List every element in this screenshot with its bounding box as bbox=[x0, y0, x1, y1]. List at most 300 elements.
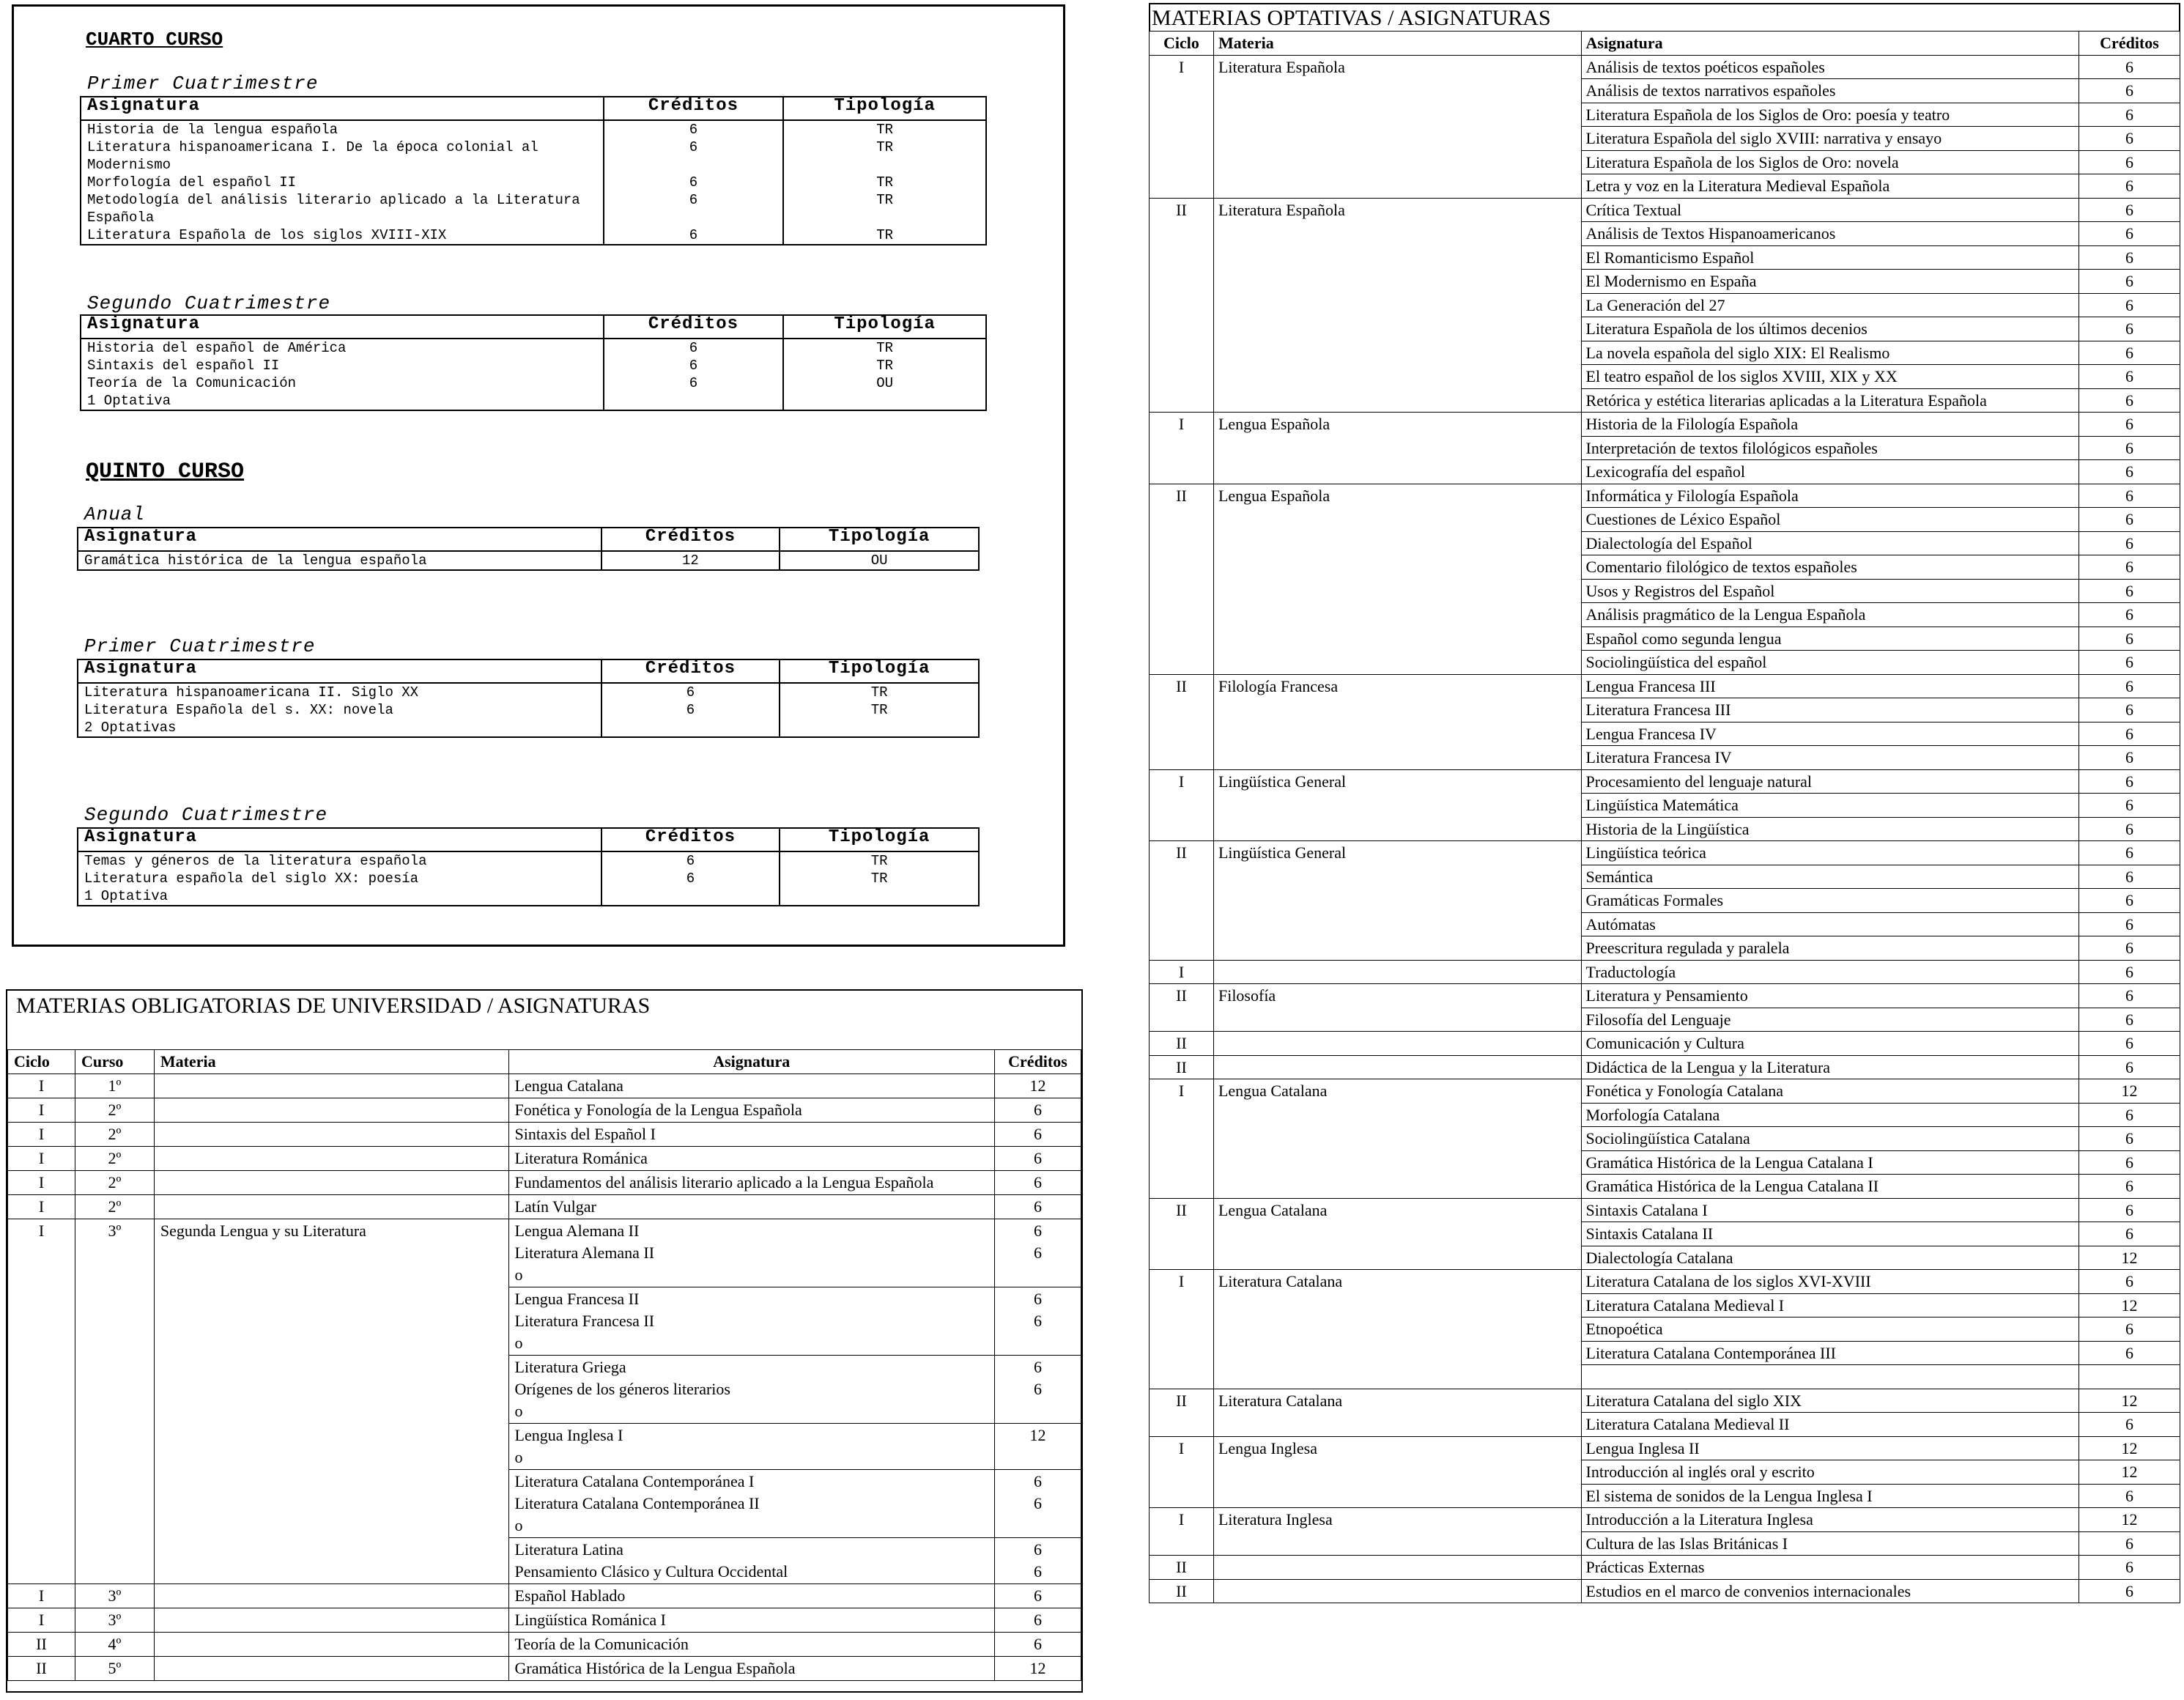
creditos-cell: 12 bbox=[2079, 1389, 2180, 1413]
curso-cell: 2º bbox=[75, 1195, 154, 1219]
creditos-cell bbox=[994, 1633, 1081, 1657]
creditos-cell bbox=[994, 1538, 1081, 1584]
tipologia-cell: TR bbox=[783, 226, 986, 245]
asignatura-cell: Informática y Filología Española bbox=[1581, 484, 2078, 508]
ciclo-cell: II bbox=[1150, 1556, 1214, 1580]
table-header-row bbox=[8, 1050, 1081, 1074]
asignatura-cell bbox=[508, 1608, 994, 1633]
asignatura-cell: El Romanticismo Español bbox=[1581, 245, 2078, 270]
ciclo-cell: II bbox=[8, 1657, 75, 1681]
materia-cell bbox=[154, 1195, 508, 1219]
table-row bbox=[1150, 413, 2180, 437]
obligatorias-table bbox=[7, 1049, 1081, 1681]
asignatura-cell: Cultura de las Islas Británicas I bbox=[1581, 1531, 2078, 1556]
asignatura-line: Lengua Catalana bbox=[514, 1076, 623, 1095]
creditos-cell: 12 bbox=[2079, 1079, 2180, 1104]
asignatura-cell: Preescritura regulada y paralela bbox=[1581, 936, 2078, 961]
asignatura-cell: Literatura Española de los siglos XVIII-XIX bbox=[81, 226, 604, 245]
creditos-cell: 6 bbox=[2079, 1055, 2180, 1079]
column-header: Asignatura bbox=[78, 828, 601, 851]
table-row bbox=[78, 719, 979, 737]
table-header-row bbox=[81, 315, 986, 339]
creditos-cell: 6 bbox=[2079, 722, 2180, 746]
asignatura-cell: Literatura Catalana de los siglos XVI-XVIII bbox=[1581, 1270, 2078, 1294]
table-row bbox=[78, 683, 979, 701]
table-row bbox=[1150, 1270, 2180, 1294]
asignatura-line: Lengua Alemana II bbox=[514, 1222, 640, 1240]
creditos-cell bbox=[994, 1123, 1081, 1147]
ciclo-cell: I bbox=[1150, 1508, 1214, 1556]
asignatura-cell: Procesamiento del lenguaje natural bbox=[1581, 769, 2078, 794]
creditos-cell: 6 bbox=[2079, 55, 2180, 79]
creditos-cell: 6 bbox=[2079, 388, 2180, 413]
column-header: Tipología bbox=[783, 97, 986, 120]
asignatura-cell: 2 Optativas bbox=[78, 719, 601, 737]
asignatura-cell bbox=[508, 1584, 994, 1608]
table-row bbox=[1150, 484, 2180, 508]
asignatura-line: Literatura Latina bbox=[514, 1540, 623, 1559]
creditos-value: 6 bbox=[1033, 1312, 1042, 1330]
table-row bbox=[78, 870, 979, 887]
creditos-cell: 6 bbox=[2079, 579, 2180, 603]
materia-cell: Literatura Española bbox=[1213, 198, 1581, 413]
asignatura-cell: Traductología bbox=[1581, 960, 2078, 984]
creditos-cell bbox=[994, 1424, 1081, 1470]
materia-cell bbox=[154, 1074, 508, 1098]
asignatura-cell: 1 Optativa bbox=[81, 392, 604, 410]
creditos-cell: 6 bbox=[2079, 1318, 2180, 1342]
obligatorias-title: MATERIAS OBLIGATORIAS DE UNIVERSIDAD / ASIGNATURAS bbox=[16, 994, 651, 1018]
ciclo-cell: II bbox=[1150, 198, 1214, 413]
creditos-cell bbox=[994, 1356, 1081, 1424]
asignatura-cell: Metodología del análisis literario aplicado a la Literatura Española bbox=[81, 191, 604, 226]
asignatura-cell: Lengua Francesa III bbox=[1581, 674, 2078, 698]
asignatura-cell: Letra y voz en la Literatura Medieval Española bbox=[1581, 174, 2078, 199]
asignatura-cell bbox=[508, 1287, 994, 1356]
creditos-cell: 6 bbox=[2079, 746, 2180, 770]
ciclo-cell: I bbox=[8, 1171, 75, 1195]
asignatura-cell: Comentario filológico de textos españoles bbox=[1581, 555, 2078, 580]
asignatura-cell: Literatura Catalana Contemporánea III bbox=[1581, 1341, 2078, 1365]
creditos-cell: 6 bbox=[2079, 79, 2180, 103]
asignatura-cell: Literatura Española de los últimos decenios bbox=[1581, 317, 2078, 341]
asignatura-cell: Literatura hispanoamericana II. Siglo XX bbox=[78, 683, 601, 701]
asignatura-cell: La novela española del siglo XIX: El Realismo bbox=[1581, 341, 2078, 365]
cuarto-primer-term: Primer Cuatrimestre bbox=[87, 73, 319, 95]
tipologia-cell: TR bbox=[783, 174, 986, 191]
creditos-cell: 12 bbox=[2079, 1293, 2180, 1318]
creditos-cell bbox=[994, 1147, 1081, 1171]
creditos-cell: 6 bbox=[2079, 841, 2180, 865]
asignatura-cell: Literatura Española del siglo XVIII: narrativa y ensayo bbox=[1581, 127, 2078, 151]
asignatura-cell: Crítica Textual bbox=[1581, 198, 2078, 222]
table-row bbox=[81, 374, 986, 392]
ciclo-cell: II bbox=[1150, 1579, 1214, 1603]
asignatura-cell: Comunicación y Cultura bbox=[1581, 1032, 2078, 1056]
creditos-cell bbox=[601, 887, 780, 906]
table-row bbox=[81, 120, 986, 138]
asignatura-line: Literatura Francesa II bbox=[514, 1312, 655, 1330]
ciclo-cell: I bbox=[8, 1608, 75, 1633]
asignatura-cell: Dialectología del Español bbox=[1581, 531, 2078, 555]
ciclo-cell: I bbox=[1150, 1270, 1214, 1389]
tipologia-cell: TR bbox=[780, 870, 979, 887]
asignatura-cell: Lingüística teórica bbox=[1581, 841, 2078, 865]
table-row bbox=[8, 1195, 1081, 1219]
creditos-cell: 6 bbox=[2079, 1579, 2180, 1603]
creditos-cell: 6 bbox=[2079, 222, 2180, 246]
tipologia-cell: TR bbox=[783, 191, 986, 226]
cuarto-curso-title: CUARTO CURSO bbox=[86, 29, 223, 51]
asignatura-line: Literatura Catalana Contemporánea I bbox=[514, 1472, 755, 1490]
asignatura-line: o bbox=[514, 1402, 523, 1420]
asignatura-cell: Literatura española del siglo XX: poesía bbox=[78, 870, 601, 887]
curso-cell: 4º bbox=[75, 1633, 154, 1657]
asignatura-cell: Morfología Catalana bbox=[1581, 1103, 2078, 1127]
asignatura-cell bbox=[508, 1538, 994, 1584]
asignatura-cell: Interpretación de textos filológicos españoles bbox=[1581, 436, 2078, 460]
materia-cell: Lengua Catalana bbox=[1213, 1079, 1581, 1199]
empty-cell bbox=[1581, 1365, 2078, 1389]
column-header: Ciclo bbox=[1150, 32, 1214, 56]
column-header: Tipología bbox=[780, 659, 979, 683]
creditos-cell: 6 bbox=[2079, 293, 2180, 317]
column-header: Créditos bbox=[601, 528, 780, 551]
asignatura-cell: Historia de la Lingüística bbox=[1581, 817, 2078, 841]
creditos-cell: 6 bbox=[2079, 1008, 2180, 1032]
creditos-cell bbox=[994, 1287, 1081, 1356]
creditos-cell: 6 bbox=[2079, 1556, 2180, 1580]
creditos-cell: 12 bbox=[2079, 1460, 2180, 1485]
creditos-cell: 6 bbox=[2079, 1484, 2180, 1508]
table-row bbox=[8, 1171, 1081, 1195]
table-row bbox=[8, 1074, 1081, 1098]
creditos-cell: 6 bbox=[2079, 794, 2180, 818]
empty-cell bbox=[2079, 1365, 2180, 1389]
creditos-cell: 6 bbox=[2079, 1127, 2180, 1151]
asignatura-line: Español Hablado bbox=[514, 1586, 626, 1605]
asignatura-cell: Gramática Histórica de la Lengua Catalana II bbox=[1581, 1175, 2078, 1199]
table-header-row bbox=[78, 528, 979, 551]
tipologia-cell: OU bbox=[780, 551, 979, 570]
creditos-cell: 12 bbox=[601, 551, 780, 570]
creditos-cell: 6 bbox=[2079, 1103, 2180, 1127]
asignatura-cell: Historia de la Filología Española bbox=[1581, 413, 2078, 437]
table-row bbox=[8, 1098, 1081, 1123]
materia-cell bbox=[1213, 1579, 1581, 1603]
creditos-cell: 6 bbox=[2079, 150, 2180, 174]
ciclo-cell: II bbox=[1150, 984, 1214, 1032]
asignatura-line: Pensamiento Clásico y Cultura Occidental bbox=[514, 1562, 788, 1581]
asignatura-line: Lingüística Románica I bbox=[514, 1611, 667, 1629]
creditos-cell: 12 bbox=[2079, 1436, 2180, 1460]
creditos-value: 12 bbox=[1029, 1659, 1046, 1677]
creditos-cell: 12 bbox=[2079, 1246, 2180, 1270]
creditos-value: 6 bbox=[1033, 1101, 1042, 1119]
asignatura-cell bbox=[508, 1356, 994, 1424]
materia-cell bbox=[154, 1123, 508, 1147]
creditos-value: 6 bbox=[1033, 1380, 1042, 1398]
materia-cell bbox=[1213, 1055, 1581, 1079]
column-header: Materia bbox=[154, 1050, 508, 1074]
asignatura-cell: Literatura Catalana Medieval I bbox=[1581, 1293, 2078, 1318]
creditos-cell: 6 bbox=[2079, 1198, 2180, 1222]
creditos-cell: 6 bbox=[2079, 1222, 2180, 1246]
table-header-row bbox=[78, 828, 979, 851]
column-header: Asignatura bbox=[1581, 32, 2078, 56]
asignatura-line: Fonética y Fonología de la Lengua Española bbox=[514, 1101, 802, 1119]
asignatura-line: Lengua Francesa II bbox=[514, 1290, 640, 1308]
creditos-cell: 6 bbox=[2079, 769, 2180, 794]
table-row bbox=[1150, 984, 2180, 1008]
asignatura-cell: Lengua Inglesa II bbox=[1581, 1436, 2078, 1460]
asignatura-cell: Didáctica de la Lengua y la Literatura bbox=[1581, 1055, 2078, 1079]
creditos-cell: 6 bbox=[2079, 984, 2180, 1008]
ciclo-cell: II bbox=[1150, 1389, 1214, 1436]
materia-cell: Lengua Inglesa bbox=[1213, 1436, 1581, 1508]
asignatura-cell: Introducción al inglés oral y escrito bbox=[1581, 1460, 2078, 1485]
table-row bbox=[1150, 1079, 2180, 1104]
ciclo-cell: II bbox=[8, 1633, 75, 1657]
creditos-cell: 6 bbox=[2079, 960, 2180, 984]
creditos-value: 6 bbox=[1033, 1290, 1042, 1308]
creditos-cell: 6 bbox=[2079, 651, 2180, 675]
creditos-cell: 6 bbox=[2079, 1341, 2180, 1365]
materia-cell: Lingüística General bbox=[1213, 841, 1581, 961]
tipologia-cell bbox=[780, 887, 979, 906]
asignatura-line: Orígenes de los géneros literarios bbox=[514, 1380, 730, 1398]
course-plan-panel bbox=[12, 4, 1065, 947]
creditos-cell: 6 bbox=[2079, 1150, 2180, 1175]
asignatura-cell: Literatura Española de los Siglos de Oro: novela bbox=[1581, 150, 2078, 174]
materia-cell bbox=[1213, 960, 1581, 984]
asignatura-cell: 1 Optativa bbox=[78, 887, 601, 906]
column-header: Asignatura bbox=[78, 528, 601, 551]
creditos-cell: 6 bbox=[2079, 365, 2180, 389]
table-row bbox=[8, 1123, 1081, 1147]
quinto-anual-term: Anual bbox=[84, 503, 146, 525]
creditos-value: 6 bbox=[1033, 1611, 1042, 1629]
asignatura-cell: Semántica bbox=[1581, 865, 2078, 889]
asignatura-cell bbox=[508, 1657, 994, 1681]
creditos-cell: 6 bbox=[601, 870, 780, 887]
creditos-value: 12 bbox=[1029, 1076, 1046, 1095]
asignatura-cell: Gramática Histórica de la Lengua Catalana I bbox=[1581, 1150, 2078, 1175]
creditos-cell bbox=[994, 1657, 1081, 1681]
asignatura-cell: Estudios en el marco de convenios internacionales bbox=[1581, 1579, 2078, 1603]
asignatura-line: Gramática Histórica de la Lengua Española bbox=[514, 1659, 796, 1677]
asignatura-cell: Temas y géneros de la literatura española bbox=[78, 851, 601, 870]
table-row bbox=[8, 1219, 1081, 1287]
creditos-cell: 6 bbox=[2079, 127, 2180, 151]
quinto-primer-term: Primer Cuatrimestre bbox=[84, 635, 316, 657]
materia-cell: Filosofía bbox=[1213, 984, 1581, 1032]
creditos-cell: 6 bbox=[2079, 460, 2180, 484]
asignatura-cell: Sociolingüística del español bbox=[1581, 651, 2078, 675]
column-header: Tipología bbox=[780, 528, 979, 551]
column-header: Créditos bbox=[604, 97, 784, 120]
ciclo-cell: I bbox=[8, 1074, 75, 1098]
creditos-cell: 6 bbox=[2079, 103, 2180, 127]
asignatura-cell: Análisis pragmático de la Lengua Española bbox=[1581, 603, 2078, 627]
materia-cell bbox=[1213, 1032, 1581, 1056]
asignatura-cell: Sintaxis Catalana I bbox=[1581, 1198, 2078, 1222]
table-row bbox=[1150, 1389, 2180, 1413]
asignatura-cell: Literatura Española del s. XX: novela bbox=[78, 701, 601, 719]
column-header: Tipología bbox=[783, 315, 986, 339]
creditos-cell: 6 bbox=[604, 120, 784, 138]
materia-cell bbox=[154, 1633, 508, 1657]
asignatura-cell: Historia de la lengua española bbox=[81, 120, 604, 138]
creditos-cell: 6 bbox=[2079, 603, 2180, 627]
creditos-cell: 6 bbox=[2079, 317, 2180, 341]
materia-cell bbox=[154, 1147, 508, 1171]
cuarto-segundo-table bbox=[80, 314, 987, 411]
creditos-cell bbox=[994, 1098, 1081, 1123]
materia-cell bbox=[1213, 1556, 1581, 1580]
creditos-value: 6 bbox=[1033, 1494, 1042, 1512]
curso-cell: 2º bbox=[75, 1123, 154, 1147]
ciclo-cell: I bbox=[8, 1123, 75, 1147]
cuarto-segundo-term: Segundo Cuatrimestre bbox=[87, 292, 331, 314]
creditos-cell: 6 bbox=[2079, 1175, 2180, 1199]
asignatura-line: Teoría de la Comunicación bbox=[514, 1635, 689, 1653]
curso-cell: 3º bbox=[75, 1584, 154, 1608]
asignatura-line: Sintaxis del Español I bbox=[514, 1125, 656, 1143]
creditos-cell: 6 bbox=[2079, 1032, 2180, 1056]
asignatura-cell: Filosofía del Lenguaje bbox=[1581, 1008, 2078, 1032]
asignatura-cell: Morfología del español II bbox=[81, 174, 604, 191]
ciclo-cell: II bbox=[1150, 841, 1214, 961]
ciclo-cell: I bbox=[1150, 1079, 1214, 1199]
creditos-cell: 6 bbox=[604, 339, 784, 357]
creditos-cell: 6 bbox=[2079, 674, 2180, 698]
asignatura-cell: El teatro español de los siglos XVIII, XIX y XX bbox=[1581, 365, 2078, 389]
asignatura-cell: Lengua Francesa IV bbox=[1581, 722, 2078, 746]
ciclo-cell: II bbox=[1150, 1055, 1214, 1079]
asignatura-line: o bbox=[514, 1265, 523, 1284]
table-row bbox=[8, 1147, 1081, 1171]
creditos-value: 6 bbox=[1033, 1149, 1042, 1167]
column-header: Créditos bbox=[2079, 32, 2180, 56]
asignatura-cell: Lexicografía del español bbox=[1581, 460, 2078, 484]
creditos-cell: 6 bbox=[604, 191, 784, 226]
creditos-cell: 6 bbox=[601, 701, 780, 719]
creditos-value: 6 bbox=[1033, 1635, 1042, 1653]
asignatura-cell bbox=[508, 1219, 994, 1287]
tipologia-cell: TR bbox=[783, 339, 986, 357]
table-row bbox=[1150, 769, 2180, 794]
materia-cell: Lingüística General bbox=[1213, 769, 1581, 841]
asignatura-line: Literatura Catalana Contemporánea II bbox=[514, 1494, 760, 1512]
curso-cell: 2º bbox=[75, 1171, 154, 1195]
column-header: Créditos bbox=[604, 315, 784, 339]
column-header: Asignatura bbox=[81, 315, 604, 339]
creditos-cell: 6 bbox=[2079, 912, 2180, 936]
table-row bbox=[1150, 1579, 2180, 1603]
column-header: Asignatura bbox=[81, 97, 604, 120]
optativas-title: MATERIAS OPTATIVAS / ASIGNATURAS bbox=[1149, 3, 2180, 31]
column-header: Créditos bbox=[601, 659, 780, 683]
table-row bbox=[8, 1584, 1081, 1608]
ciclo-cell: I bbox=[1150, 1436, 1214, 1508]
creditos-value: 6 bbox=[1033, 1173, 1042, 1191]
creditos-cell: 6 bbox=[2079, 627, 2180, 651]
table-row bbox=[81, 339, 986, 357]
asignatura-cell: Lingüística Matemática bbox=[1581, 794, 2078, 818]
asignatura-cell: Fonética y Fonología Catalana bbox=[1581, 1079, 2078, 1104]
creditos-cell: 6 bbox=[2079, 865, 2180, 889]
table-row bbox=[78, 851, 979, 870]
creditos-cell: 6 bbox=[604, 374, 784, 392]
materia-cell: Lengua Española bbox=[1213, 484, 1581, 674]
ciclo-cell: I bbox=[8, 1219, 75, 1584]
materia-cell bbox=[154, 1098, 508, 1123]
materia-cell: Literatura Catalana bbox=[1213, 1270, 1581, 1389]
creditos-cell: 6 bbox=[2079, 245, 2180, 270]
asignatura-line: o bbox=[514, 1448, 523, 1466]
creditos-cell bbox=[994, 1219, 1081, 1287]
asignatura-cell bbox=[508, 1195, 994, 1219]
table-row bbox=[1150, 960, 2180, 984]
asignatura-cell bbox=[508, 1147, 994, 1171]
asignatura-cell: Usos y Registros del Español bbox=[1581, 579, 2078, 603]
materia-cell: Literatura Catalana bbox=[1213, 1389, 1581, 1436]
creditos-cell bbox=[994, 1074, 1081, 1098]
asignatura-cell: El sistema de sonidos de la Lengua Inglesa I bbox=[1581, 1484, 2078, 1508]
column-header: Tipología bbox=[780, 828, 979, 851]
optativas-panel bbox=[1149, 3, 2180, 1603]
tipologia-cell: TR bbox=[783, 357, 986, 374]
table-row bbox=[78, 701, 979, 719]
creditos-cell: 12 bbox=[2079, 1508, 2180, 1532]
ciclo-cell: I bbox=[8, 1584, 75, 1608]
creditos-cell: 6 bbox=[2079, 198, 2180, 222]
creditos-cell: 6 bbox=[604, 226, 784, 245]
table-row bbox=[1150, 674, 2180, 698]
asignatura-cell bbox=[508, 1123, 994, 1147]
quinto-primer-table bbox=[77, 659, 980, 738]
ciclo-cell: I bbox=[1150, 55, 1214, 198]
asignatura-line: Fundamentos del análisis literario aplicado a la Lengua Española bbox=[514, 1173, 934, 1191]
column-header: Créditos bbox=[994, 1050, 1081, 1074]
tipologia-cell: TR bbox=[783, 138, 986, 174]
creditos-cell: 6 bbox=[604, 138, 784, 174]
asignatura-cell: Literatura hispanoamericana I. De la época colonial al Modernismo bbox=[81, 138, 604, 174]
ciclo-cell: I bbox=[8, 1098, 75, 1123]
creditos-value: 6 bbox=[1033, 1243, 1042, 1262]
asignatura-cell: Español como segunda lengua bbox=[1581, 627, 2078, 651]
curso-cell: 2º bbox=[75, 1147, 154, 1171]
creditos-cell: 6 bbox=[2079, 1531, 2180, 1556]
asignatura-line: o bbox=[514, 1516, 523, 1534]
creditos-value: 6 bbox=[1033, 1540, 1042, 1559]
creditos-value: 6 bbox=[1033, 1197, 1042, 1216]
asignatura-cell: Análisis de textos narrativos españoles bbox=[1581, 79, 2078, 103]
asignatura-cell: Autómatas bbox=[1581, 912, 2078, 936]
asignatura-cell bbox=[508, 1633, 994, 1657]
table-row bbox=[81, 191, 986, 226]
table-row bbox=[8, 1633, 1081, 1657]
creditos-cell bbox=[604, 392, 784, 410]
asignatura-cell: Introducción a la Literatura Inglesa bbox=[1581, 1508, 2078, 1532]
table-row bbox=[1150, 1508, 2180, 1532]
creditos-cell: 6 bbox=[2079, 484, 2180, 508]
asignatura-cell: Retórica y estética literarias aplicadas a la Literatura Española bbox=[1581, 388, 2078, 413]
table-row bbox=[78, 551, 979, 570]
materia-cell: Lengua Catalana bbox=[1213, 1198, 1581, 1270]
creditos-cell bbox=[994, 1608, 1081, 1633]
